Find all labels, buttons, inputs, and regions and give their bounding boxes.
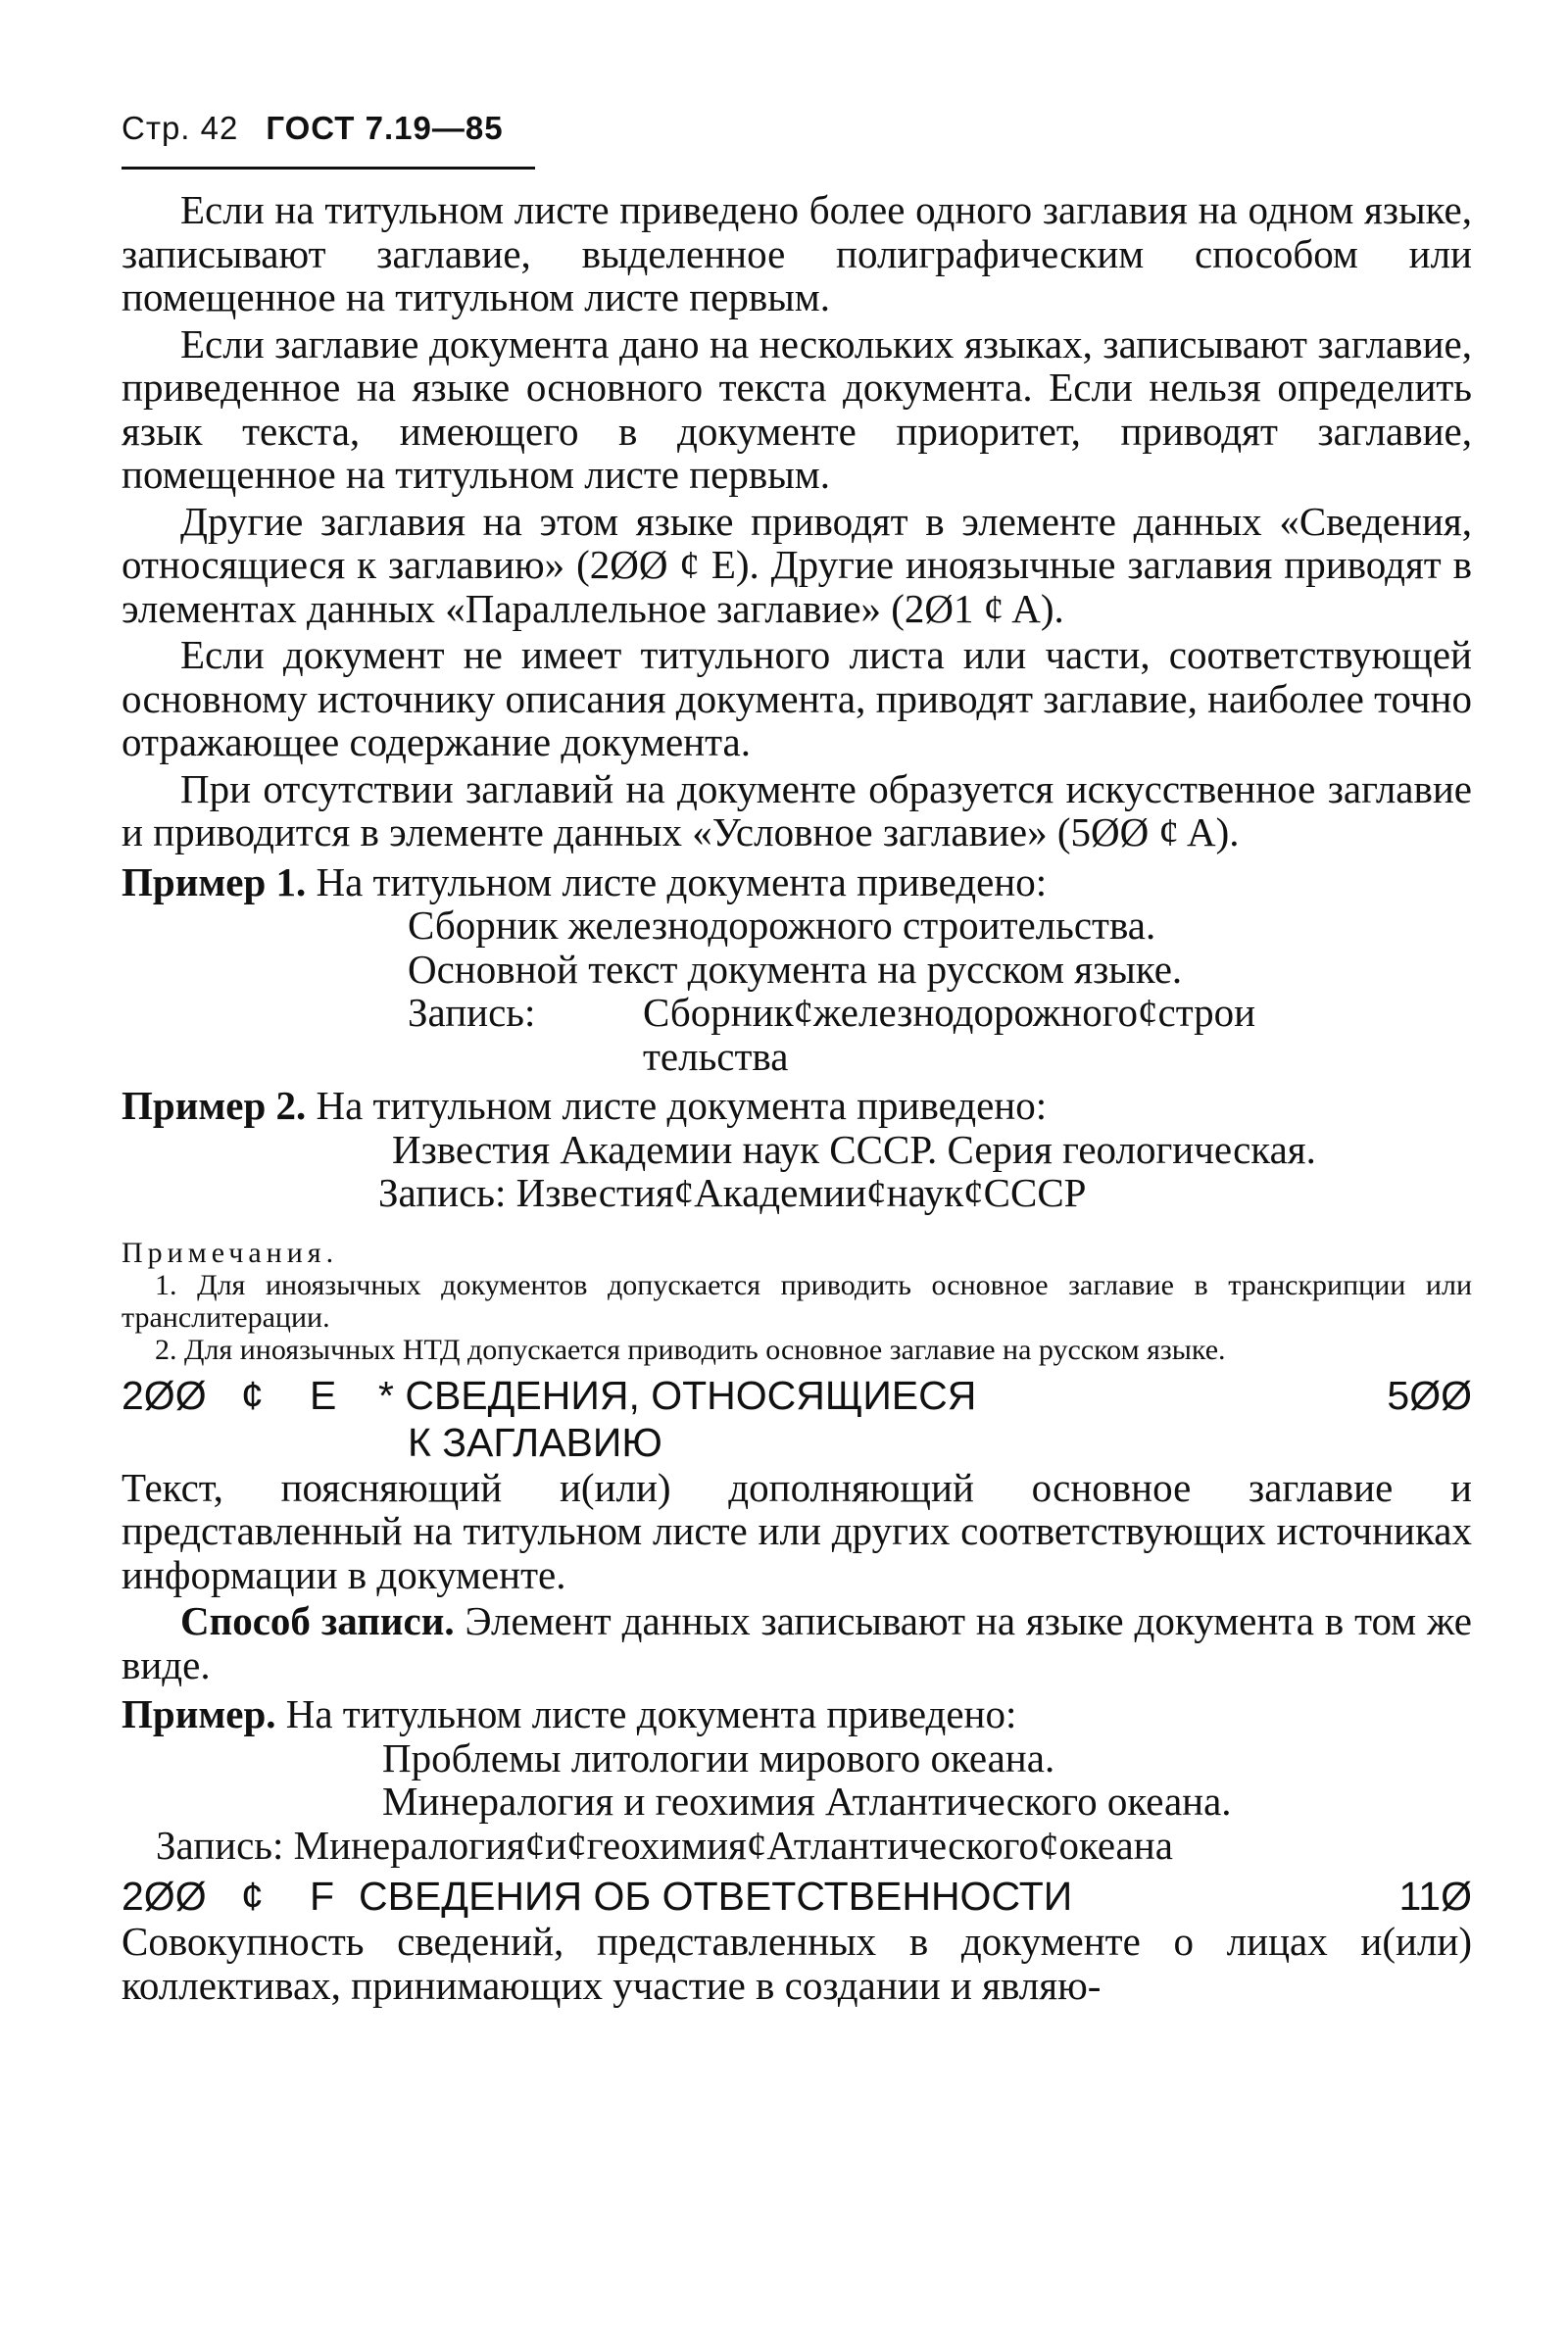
header-rule [122,167,535,170]
field-mark: ¢ [241,1372,264,1418]
field-code: 2ØØ [122,1874,207,1919]
method-text: Элемент данных записывают на языке документа в том же виде. [122,1598,1472,1687]
example-intro: На титульном листе документа приведено: [285,1691,1017,1736]
example-2 [122,1084,1472,1215]
section-title-cont: К ЗАГЛАВИЮ [408,1419,662,1465]
example-line: Известия Академии наук СССР. Серия геологическая. [392,1126,1316,1172]
example-intro: На титульном листе документа приведено: [316,858,1048,904]
field-number: 5ØØ [1387,1372,1472,1418]
document-body [122,188,1472,2010]
section-heading [122,1372,1472,1466]
record-label: Запись: [408,990,536,1035]
section-heading [122,1873,1472,1920]
notes [122,1237,1472,1366]
field-mark: ¢ [241,1874,264,1919]
subfield-letter: E [310,1372,337,1418]
example-line: Минералогия и геохимия Атлантического океана. [382,1779,1232,1824]
section-text: Совокупность сведений, представленных в документе о лицах и(или) коллективах, принимающих участие в создании и являю- [122,1919,1472,2008]
example-label: Пример 1. [122,858,307,904]
paragraph: Если на титульном листе приведено более одного заглавия на одном языке, записывают заглавие, выделенное полиграфическим способом или помещенное на титульном листе первым. [122,187,1472,319]
example-line: Проблемы литологии мирового океана. [382,1734,1055,1781]
example-label: Пример 2. [122,1083,307,1128]
note-item: 1. Для иноязычных документов допускается приводить основное заглавие в транскрипции или транслитерации. [122,1268,1472,1334]
example-line: Сборник железнодорожного строительства. [408,903,1156,948]
paragraph: Если документ не имеет титульного листа или части, соответствующей основному источнику описания документа, приводят заглавие, наиболее точно отражающее содержание документа. [122,632,1472,764]
section-text: Текст, поясняющий и(или) дополняющий основное заглавие и представленный на титульном листе или других соответствующих источниках информации в документе. [122,1464,1472,1597]
note-item: 2. Для иноязычных НТД допускается приводить основное заглавие на русском языке. [155,1333,1226,1366]
section-example [122,1692,1472,1867]
example-intro: На титульном листе документа приведено: [316,1083,1048,1128]
method-paragraph [122,1599,1472,1686]
notes-heading: Примечания. [122,1236,339,1269]
page-number: Стр. 42 [122,110,239,146]
standard-code: ГОСТ 7.19—85 [266,110,504,146]
example-line: Основной текст документа на русском языке. [408,946,1183,992]
example-record: Запись: Известия¢Академии¢наук¢СССР [378,1170,1087,1215]
subfield-letter: F [310,1874,335,1919]
section-title: * СВЕДЕНИЯ, ОТНОСЯЩИЕСЯ [378,1372,977,1418]
record-value: Сборник¢железнодорожного¢строительства [643,990,1256,1079]
example-record: Запись: Минералогия¢и¢геохимия¢Атлантического¢океана [156,1822,1173,1868]
example-label: Пример. [122,1691,276,1736]
field-number: 11Ø [1398,1874,1472,1919]
example-1 [122,860,1472,1079]
section-title: СВЕДЕНИЯ ОБ ОТВЕТСТВЕННОСТИ [359,1874,1073,1919]
method-label: Способ записи. [180,1598,455,1643]
paragraph: При отсутствии заглавий на документе образуется искусственное заглавие и приводится в элементе данных «Условное заглавие» (5ØØ ¢ A). [122,765,1472,854]
paragraph: Другие заглавия на этом языке приводят в элементе данных «Сведения, относящиеся к заглавию» (2ØØ ¢ E). Другие иноязычные заглавия приводят в элементах данных «Параллельное заглавие» (2Ø1 ¢ A). [122,498,1472,631]
field-code: 2ØØ [122,1372,207,1418]
paragraph: Если заглавие документа дано на нескольких языках, записывают заглавие, приведенное на языке основного текста документа. Если нельзя определить язык текста, имеющего в документе приоритет, приводят заглавие, помещенное на титульном листе первым. [122,320,1472,497]
page-header [122,110,504,147]
example-record [408,991,1472,1078]
